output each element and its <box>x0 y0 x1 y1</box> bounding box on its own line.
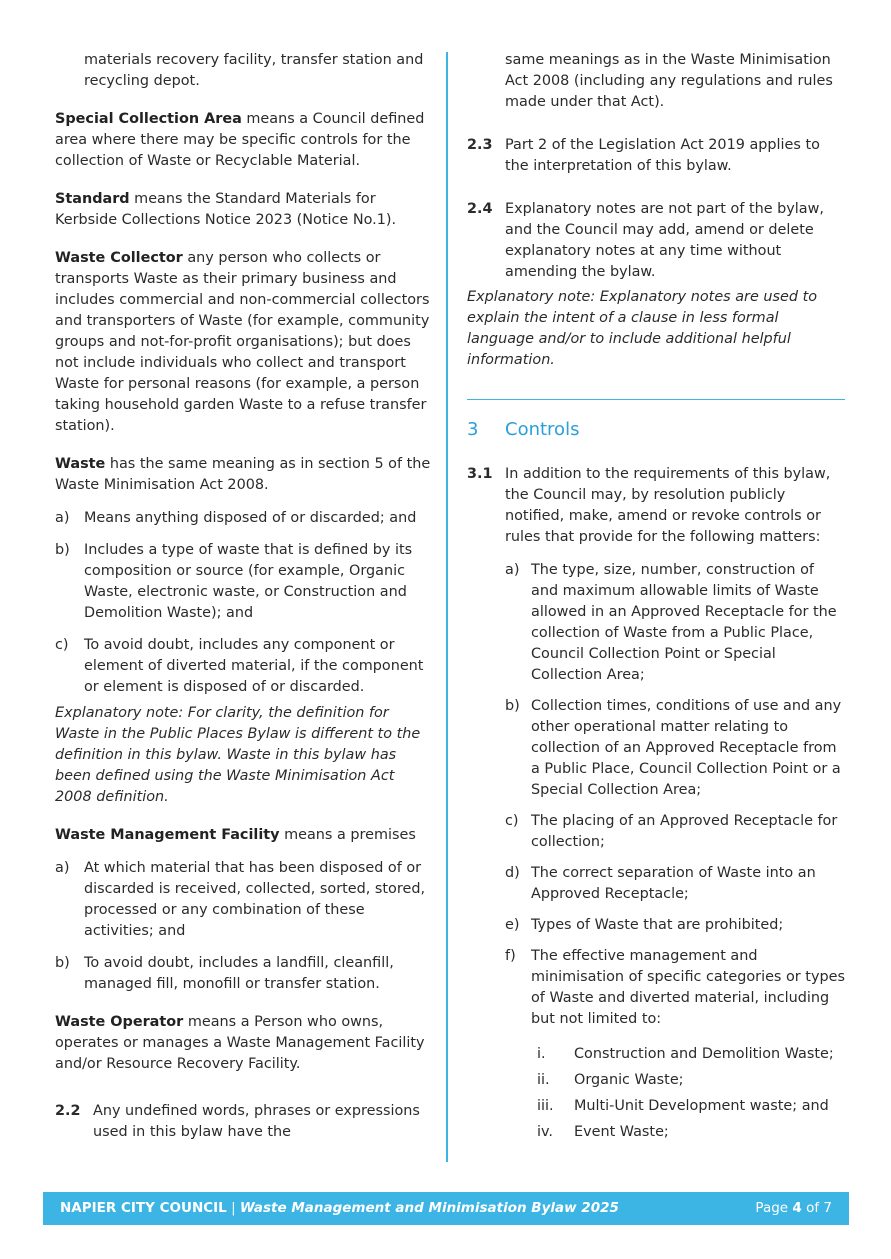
clause-2-2: 2.2 Any undefined words, phrases or expressions used in this bylaw have the <box>55 1103 420 1140</box>
list-item: a) At which material that has been disposed of or discarded is received, collected, sorted, stored, processed or any combination of these activities; and <box>55 860 426 939</box>
list-item: i. Construction and Demolition Waste; <box>537 1046 834 1062</box>
controls-list <box>467 560 845 1143</box>
list-item: a) The type, size, number, construction of and maximum allowable limits of Waste allowed in an Approved Receptacle for the collection of Waste from a Public Place, Council Collection Point or Special Collection Area; <box>505 562 837 683</box>
definition-waste-management-facility: Waste Management Facility means a premises <box>55 827 416 843</box>
column-divider <box>446 52 448 1162</box>
wmf-list <box>55 858 433 995</box>
explanatory-note-clause-2-4: Explanatory note: Explanatory notes are used to explain the intent of a clause in less formal language and/or to include additional helpful information. <box>467 289 818 368</box>
definition-waste-operator: Waste Operator means a Person who owns, operates or manages a Waste Management Facility and/or Resource Recovery Facility. <box>55 1014 425 1072</box>
clause-2-4: 2.4 Explanatory notes are not part of the bylaw, and the Council may add, amend or delete explanatory notes at any time without amending the bylaw. <box>467 201 824 280</box>
definition-waste: Waste has the same meaning as in section 5 of the Waste Minimisation Act 2008. <box>55 456 431 493</box>
continued-definition: materials recovery facility, transfer station and recycling depot. <box>84 52 424 89</box>
list-item: a) Means anything disposed of or discarded; and <box>55 510 417 526</box>
section-heading-controls: 3 Controls <box>467 419 580 440</box>
list-item: b) Includes a type of waste that is defined by its composition or source (for example, Organic Waste, electronic waste, or Construction and Demolition Waste); and <box>55 542 413 621</box>
list-item: c) To avoid doubt, includes any component or element of diverted material, if the component or element is disposed of or discarded. <box>55 637 424 695</box>
list-item: ii. Organic Waste; <box>537 1072 684 1088</box>
definition-waste-collector: Waste Collector any person who collects or transports Waste as their primary business and includes commercial and non-commercial collectors and transporters of Waste (for example, community groups and not-for-profit organisations); but does not include individuals who collect and transport Waste for personal reasons (for example, a person taking household garden Waste to a refuse transfer station). <box>55 250 430 434</box>
list-item: e) Types of Waste that are prohibited; <box>505 917 784 933</box>
page-number: Page 4 of 7 <box>755 1200 832 1216</box>
clause-3-1: 3.1 In addition to the requirements of this bylaw, the Council may, by resolution publicly notified, make, amend or revoke controls or rules that provide for the following matters: <box>467 466 831 545</box>
definition-standard: Standard means the Standard Materials for Kerbside Collections Notice 2023 (Notice No.1). <box>55 191 397 228</box>
right-column <box>467 50 845 1148</box>
page-footer <box>43 1192 849 1225</box>
list-item: b) To avoid doubt, includes a landfill, cleanfill, managed fill, monofill or transfer station. <box>55 955 394 992</box>
list-item: iv. Event Waste; <box>537 1124 669 1140</box>
list-item: f) The effective management and minimisation of specific categories or types of Waste and diverted material, including but not limited to: <box>505 948 845 1027</box>
definition-special-collection-area: Special Collection Area means a Council defined area where there may be specific controls for the collection of Waste or Recyclable Material. <box>55 111 425 169</box>
footer-document-title: NAPIER CITY COUNCIL | Waste Management and Minimisation Bylaw 2025 <box>60 1200 619 1216</box>
section-divider <box>467 399 845 400</box>
waste-list <box>55 508 433 698</box>
list-item: d) The correct separation of Waste into an Approved Receptacle; <box>505 865 816 902</box>
explanatory-note-waste: Explanatory note: For clarity, the definition for Waste in the Public Places Bylaw is different to the definition in this bylaw. Waste in this bylaw has been defined using the Waste Minimisation Act 2008 definition. <box>55 705 421 805</box>
list-item: c) The placing of an Approved Receptacle for collection; <box>505 813 838 850</box>
list-item: iii. Multi-Unit Development waste; and <box>537 1098 829 1114</box>
left-column <box>55 50 433 1160</box>
list-item: b) Collection times, conditions of use and any other operational matter relating to collection of an Approved Receptacle from a Public Place, Council Collection Point or a Special Collection Area; <box>505 698 842 798</box>
roman-list <box>505 1044 845 1143</box>
continued-clause-2-2: same meanings as in the Waste Minimisation Act 2008 (including any regulations and rules made under that Act). <box>505 52 833 110</box>
clause-2-3: 2.3 Part 2 of the Legislation Act 2019 applies to the interpretation of this bylaw. <box>467 137 820 174</box>
